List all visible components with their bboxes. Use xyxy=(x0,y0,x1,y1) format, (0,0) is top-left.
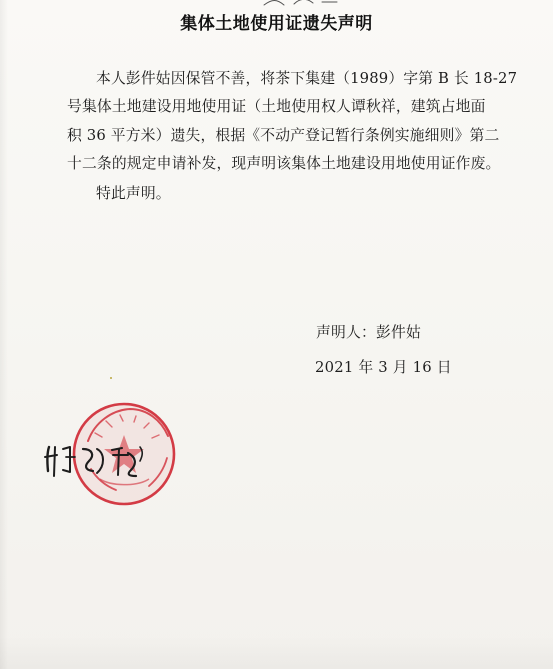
declarant-line: 声明人：彭件姑 xyxy=(316,324,421,341)
scan-bottom-shade xyxy=(0,636,553,669)
top-handwriting-fragment xyxy=(256,0,348,8)
statement-line-1: 本人彭件姑因保管不善，将茶下集建（1989）字第 B 长 18-27 xyxy=(96,70,518,87)
closing-line: 特此声明。 xyxy=(96,185,171,203)
document-title: 集体土地使用证遗失声明 xyxy=(180,14,373,34)
scan-shadow xyxy=(0,0,8,669)
statement-line-4: 十二条的规定申请补发，现声明该集体土地建设用地使用证作废。 xyxy=(67,154,501,172)
handwritten-signature xyxy=(39,437,159,485)
scan-speck xyxy=(110,377,112,379)
statement-line-2: 号集体土地建设用地使用证（土地使用权人谭秋祥，建筑占地面 xyxy=(67,98,486,116)
statement-date: 2021 年 3 月 16 日 xyxy=(315,359,452,376)
statement-body xyxy=(67,65,518,208)
statement-line-3: 积 36 平方米）遗失，根据《不动产登记暂行条例实施细则》第二 xyxy=(67,126,500,144)
